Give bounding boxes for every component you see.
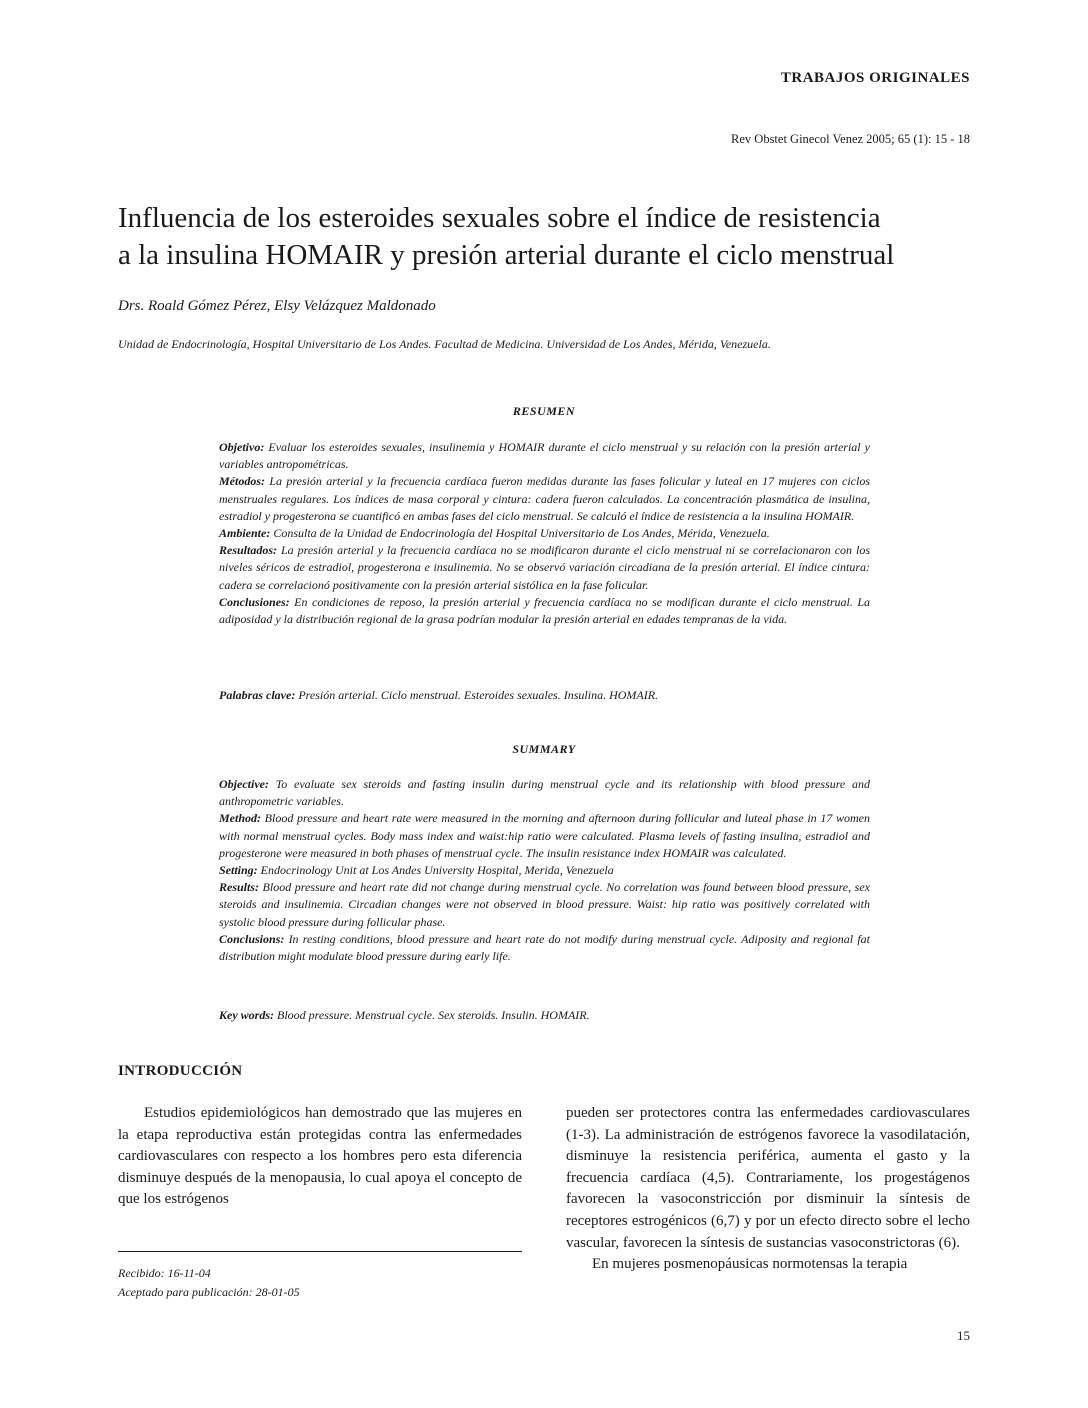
summary-paragraph: Setting: Endocrinology Unit at Los Andes University Hospital, Merida, Venezuela — [219, 863, 614, 878]
resumen-keywords: Palabras clave: Presión arterial. Ciclo menstrual. Esteroides sexuales. Insulina. HOMAIR. — [219, 688, 659, 702]
resumen-paragraph: Ambiente: Consulta de la Unidad de Endocrinología del Hospital Universitario de Los Andes, Mérida, Venezuela. — [219, 526, 770, 541]
section-label: TRABAJOS ORIGINALES — [780, 70, 970, 86]
title-line-2: a la insulina HOMAIR y presión arterial durante el ciclo menstrual — [118, 239, 895, 271]
summary-keywords: Key words: Blood pressure. Menstrual cycle. Sex steroids. Insulin. HOMAIR. — [219, 1008, 590, 1022]
authors: Drs. Roald Gómez Pérez, Elsy Velázquez Maldonado — [118, 298, 436, 314]
resumen-body — [219, 439, 870, 628]
received-date: Recibido: 16-11-04 — [118, 1266, 211, 1280]
accepted-date: Aceptado para publicación: 28-01-05 — [118, 1285, 300, 1299]
intro-right-column — [566, 1103, 970, 1276]
summary-paragraph: Objective: To evaluate sex steroids and fasting insulin during menstrual cycle and its relationship with blood pressure and anthropometric variables. — [219, 777, 870, 809]
introduction-heading: INTRODUCCIÓN — [118, 1063, 243, 1079]
intro-paragraph: pueden ser protectores contra las enfermedades cardiovasculares (1-3). La administración de estrógenos favorece la vasodilatación, disminuye la resistencia periférica, aumenta el gasto y la frecuencia cardíaca (4,5). Contrariamente, los progestágenos favorecen la vasoconstricción por disminuir la síntesis de receptores estrogénicos (6,7) y por un efecto directo sobre el lecho vascular, favorecen la síntesis de sustancias vasoconstrictoras (6). — [566, 1105, 970, 1251]
page-number: 15 — [957, 1328, 970, 1343]
article-title — [118, 200, 978, 274]
summary-heading: SUMMARY — [512, 742, 576, 756]
footnote-divider — [118, 1251, 522, 1252]
summary-paragraph: Results: Blood pressure and heart rate did not change during menstrual cycle. No correlation was found between blood pressure, sex steroids and insulinemia. Circadian changes were not observed in blood pressure. Waist: hip ratio was positively correlated with systolic blood pressure during follicular phase. — [219, 880, 870, 929]
resumen-paragraph: Métodos: La presión arterial y la frecuencia cardíaca fueron medidas durante las fases folicular y luteal en 17 mujeres con ciclos menstruales regulares. Los índices de masa corporal y cintura: cadera fueron calculados. La concentración plasmática de insulina, estradiol y progesterona se cuantificó en ambas fases del ciclo menstrual. Se calculó el índice de resistencia a la insulina HOMAIR. — [219, 474, 870, 523]
intro-paragraph: En mujeres posmenopáusicas normotensas la terapia — [592, 1256, 908, 1273]
title-line-1: Influencia de los esteroides sexuales sobre el índice de resistencia — [118, 202, 881, 234]
resumen-paragraph: Resultados: La presión arterial y la frecuencia cardíaca no se modificaron durante el ciclo menstrual ni se correlacionaron con los niveles séricos de estradiol, progesterona e insulinemia. No se observó variación circadiana de la presión arterial. El índice cintura: cadera se correlacionó positivamente con la presión arterial sistólica en la fase folicular. — [219, 543, 870, 592]
summary-paragraph: Conclusions: In resting conditions, blood pressure and heart rate do not modify during menstrual cycle. Adiposity and regional fat distribution might modulate blood pressure during early life. — [219, 931, 870, 964]
intro-left-column — [118, 1103, 522, 1211]
affiliation: Unidad de Endocrinología, Hospital Universitario de Los Andes. Facultad de Medicina. Universidad de Los Andes, Mérida, Venezuela. — [118, 337, 771, 351]
resumen-heading: RESUMEN — [512, 404, 576, 418]
intro-paragraph: Estudios epidemiológicos han demostrado que las mujeres en la etapa reproductiva están protegidas contra las enfermedades cardiovasculares con respecto a los hombres pero esta diferencia disminuye después de la menopausia, lo cual apoya el concepto de que los estrógenos — [118, 1105, 522, 1208]
footnote-dates — [118, 1264, 300, 1302]
resumen-paragraph: Conclusiones: En condiciones de reposo, la presión arterial y frecuencia cardíaca no se modifican durante el ciclo menstrual. La adiposidad y la distribución regional de la grasa podrían modular la presión arterial en edades tempranas de la vida. — [219, 594, 870, 627]
journal-citation: Rev Obstet Ginecol Venez 2005; 65 (1): 15 - 18 — [731, 132, 970, 146]
summary-paragraph: Method: Blood pressure and heart rate were measured in the morning and afternoon during follicular and luteal phase in 17 women with normal menstrual cycles. Body mass index and waist:hip ratio were calculated. Plasma levels of fasting insulina, estradiol and progesterone were measured in both phases of menstrual cycle. The insulin resistance index HOMAIR was calculated. — [219, 811, 870, 860]
summary-body — [219, 776, 870, 965]
resumen-paragraph: Objetivo: Evaluar los esteroides sexuales, insulinemia y HOMAIR durante el ciclo menstrual y su relación con la presión arterial y variables antropométricas. — [219, 440, 870, 472]
